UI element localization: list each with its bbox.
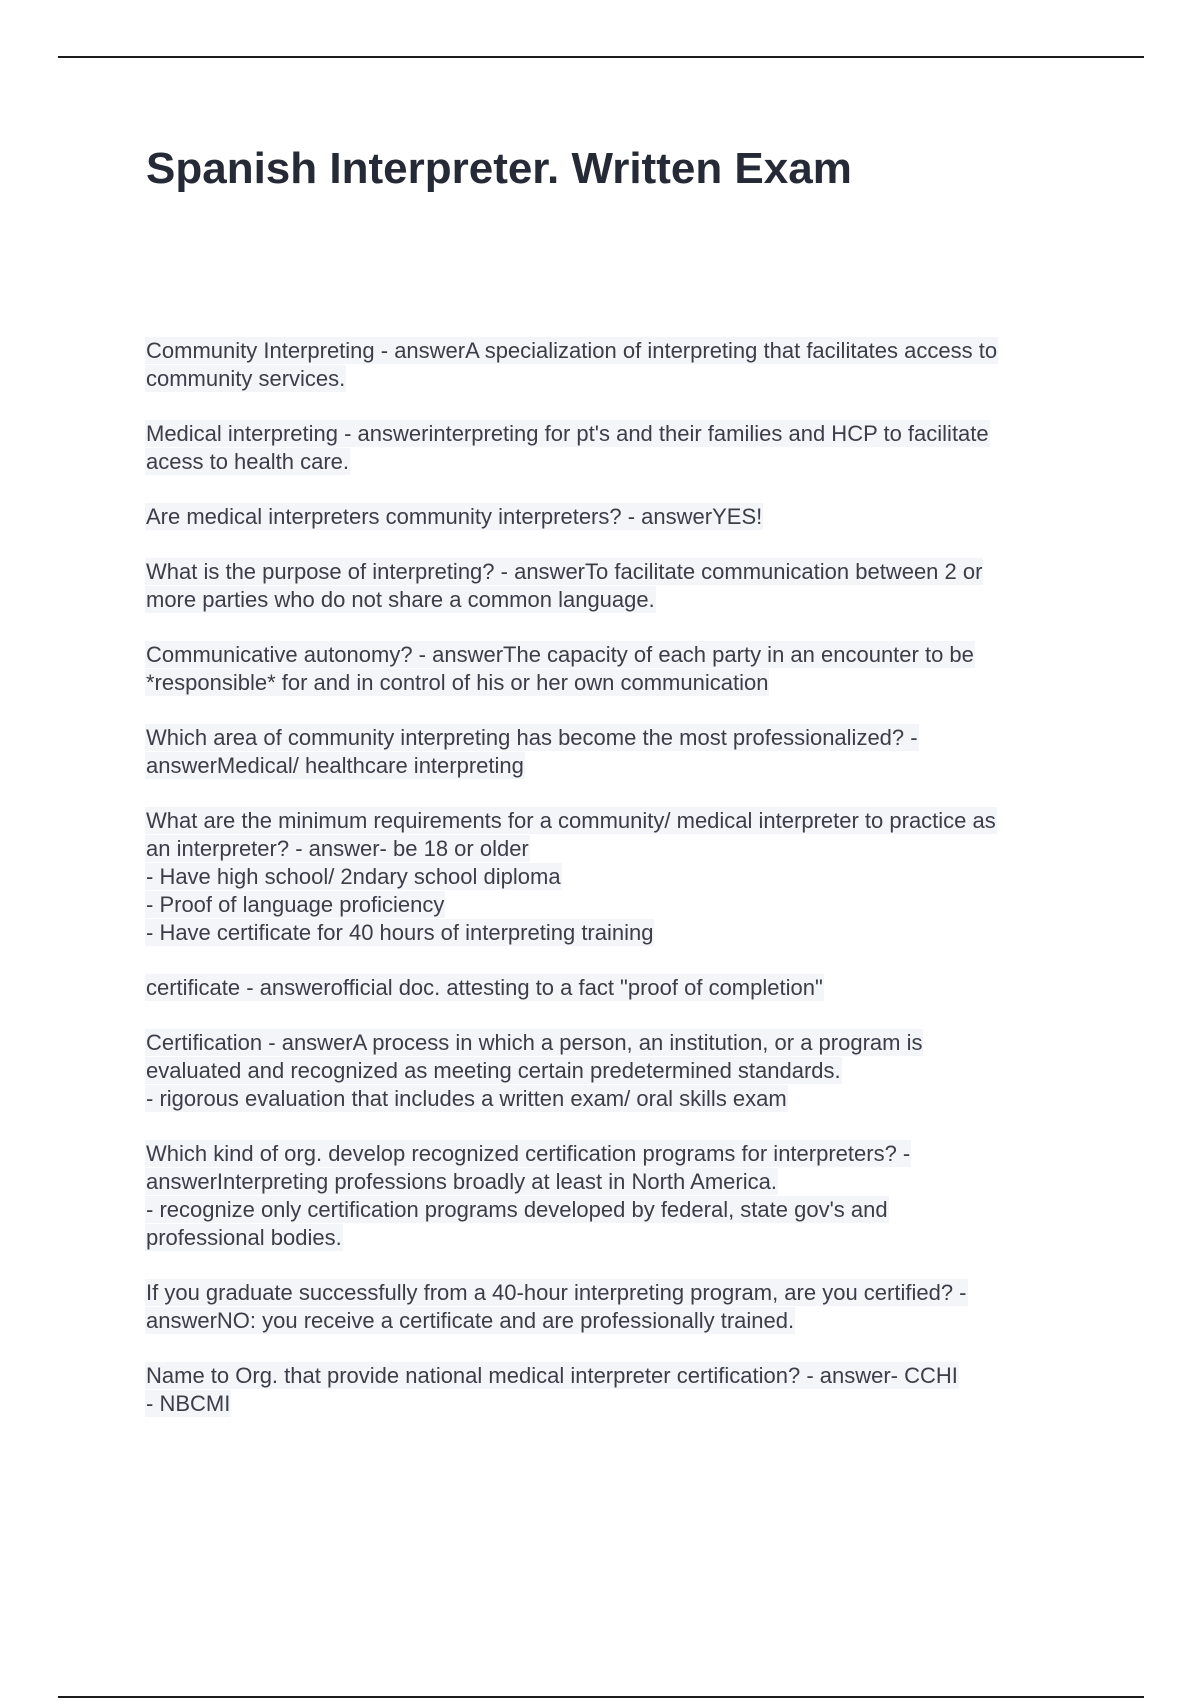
qa-line [146, 724, 1086, 752]
qa-line-text: - recognize only certification programs developed by federal, state gov's and [146, 1197, 888, 1222]
page-title: Spanish Interpreter. Written Exam [146, 144, 852, 193]
qa-line [146, 337, 1086, 365]
qa-entry [146, 1279, 1086, 1335]
qa-line-text: - rigorous evaluation that includes a written exam/ oral skills exam [146, 1086, 787, 1111]
qa-line-text: Are medical interpreters community interpreters? - answerYES! [146, 504, 763, 529]
qa-entry [146, 1362, 1086, 1418]
qa-line-text: - Have high school/ 2ndary school diploma [146, 864, 561, 889]
qa-line [146, 752, 1086, 780]
qa-line-text: more parties who do not share a common language. [146, 587, 655, 612]
qa-entry [146, 641, 1086, 697]
qa-line-text: Medical interpreting - answerinterpreting for pt's and their families and HCP to facilitate [146, 421, 989, 446]
qa-entry [146, 503, 1086, 531]
qa-line [146, 1029, 1086, 1057]
qa-line-text: - Have certificate for 40 hours of interpreting training [146, 920, 654, 945]
qa-line [146, 1057, 1086, 1085]
qa-line [146, 669, 1086, 697]
qa-line-text: certificate - answerofficial doc. attesting to a fact "proof of completion" [146, 975, 823, 1000]
qa-entry [146, 337, 1086, 393]
qa-line-text: an interpreter? - answer- be 18 or older [146, 836, 529, 861]
qa-line-text: Which area of community interpreting has become the most professionalized? - [146, 725, 918, 750]
qa-entry [146, 724, 1086, 780]
qa-line [146, 807, 1086, 835]
qa-line-text: Which kind of org. develop recognized certification programs for interpreters? - [146, 1141, 911, 1166]
qa-line-text: answerNO: you receive a certificate and are professionally trained. [146, 1308, 795, 1333]
qa-line [146, 974, 1086, 1002]
qa-line [146, 586, 1086, 614]
qa-line [146, 919, 1086, 947]
qa-line-text: community services. [146, 366, 346, 391]
qa-line [146, 558, 1086, 586]
qa-line [146, 1362, 1086, 1390]
qa-line [146, 1224, 1086, 1252]
qa-line-text: professional bodies. [146, 1225, 342, 1250]
qa-line [146, 1085, 1086, 1113]
qa-line-text: If you graduate successfully from a 40-hour interpreting program, are you certified? - [146, 1280, 967, 1305]
qa-line-text: Name to Org. that provide national medical interpreter certification? - answer- CCHI [146, 1363, 958, 1388]
qa-line-text: What is the purpose of interpreting? - answerTo facilitate communication between 2 or [146, 559, 983, 584]
qa-line [146, 863, 1086, 891]
qa-line [146, 1140, 1086, 1168]
qa-line [146, 835, 1086, 863]
qa-line [146, 1307, 1086, 1335]
qa-line [146, 1196, 1086, 1224]
qa-entry [146, 420, 1086, 476]
qa-entry [146, 1029, 1086, 1113]
qa-line-text: answerMedical/ healthcare interpreting [146, 753, 524, 778]
qa-line [146, 891, 1086, 919]
qa-entry [146, 974, 1086, 1002]
qa-line-text: - NBCMI [146, 1391, 231, 1416]
qa-line-text: Communicative autonomy? - answerThe capacity of each party in an encounter to be [146, 642, 974, 667]
qa-line [146, 448, 1086, 476]
qa-line [146, 1168, 1086, 1196]
qa-line [146, 1390, 1086, 1418]
qa-entry [146, 1140, 1086, 1252]
bottom-divider [58, 1696, 1144, 1698]
qa-line-text: answerInterpreting professions broadly at least in North America. [146, 1169, 777, 1194]
qa-entry [146, 807, 1086, 947]
qa-line [146, 1279, 1086, 1307]
qa-entry [146, 558, 1086, 614]
qa-line-text: evaluated and recognized as meeting certain predetermined standards. [146, 1058, 841, 1083]
qa-line-text: Community Interpreting - answerA specialization of interpreting that facilitates access to [146, 338, 998, 363]
qa-list [146, 337, 1086, 1445]
qa-line [146, 420, 1086, 448]
qa-line-text: - Proof of language proficiency [146, 892, 445, 917]
qa-line-text: What are the minimum requirements for a community/ medical interpreter to practice as [146, 808, 996, 833]
qa-line-text: *responsible* for and in control of his or her own communication [146, 670, 769, 695]
qa-line-text: Certification - answerA process in which a person, an institution, or a program is [146, 1030, 923, 1055]
top-divider [58, 56, 1144, 58]
qa-line-text: acess to health care. [146, 449, 350, 474]
qa-line [146, 365, 1086, 393]
qa-line [146, 641, 1086, 669]
qa-line [146, 503, 1086, 531]
